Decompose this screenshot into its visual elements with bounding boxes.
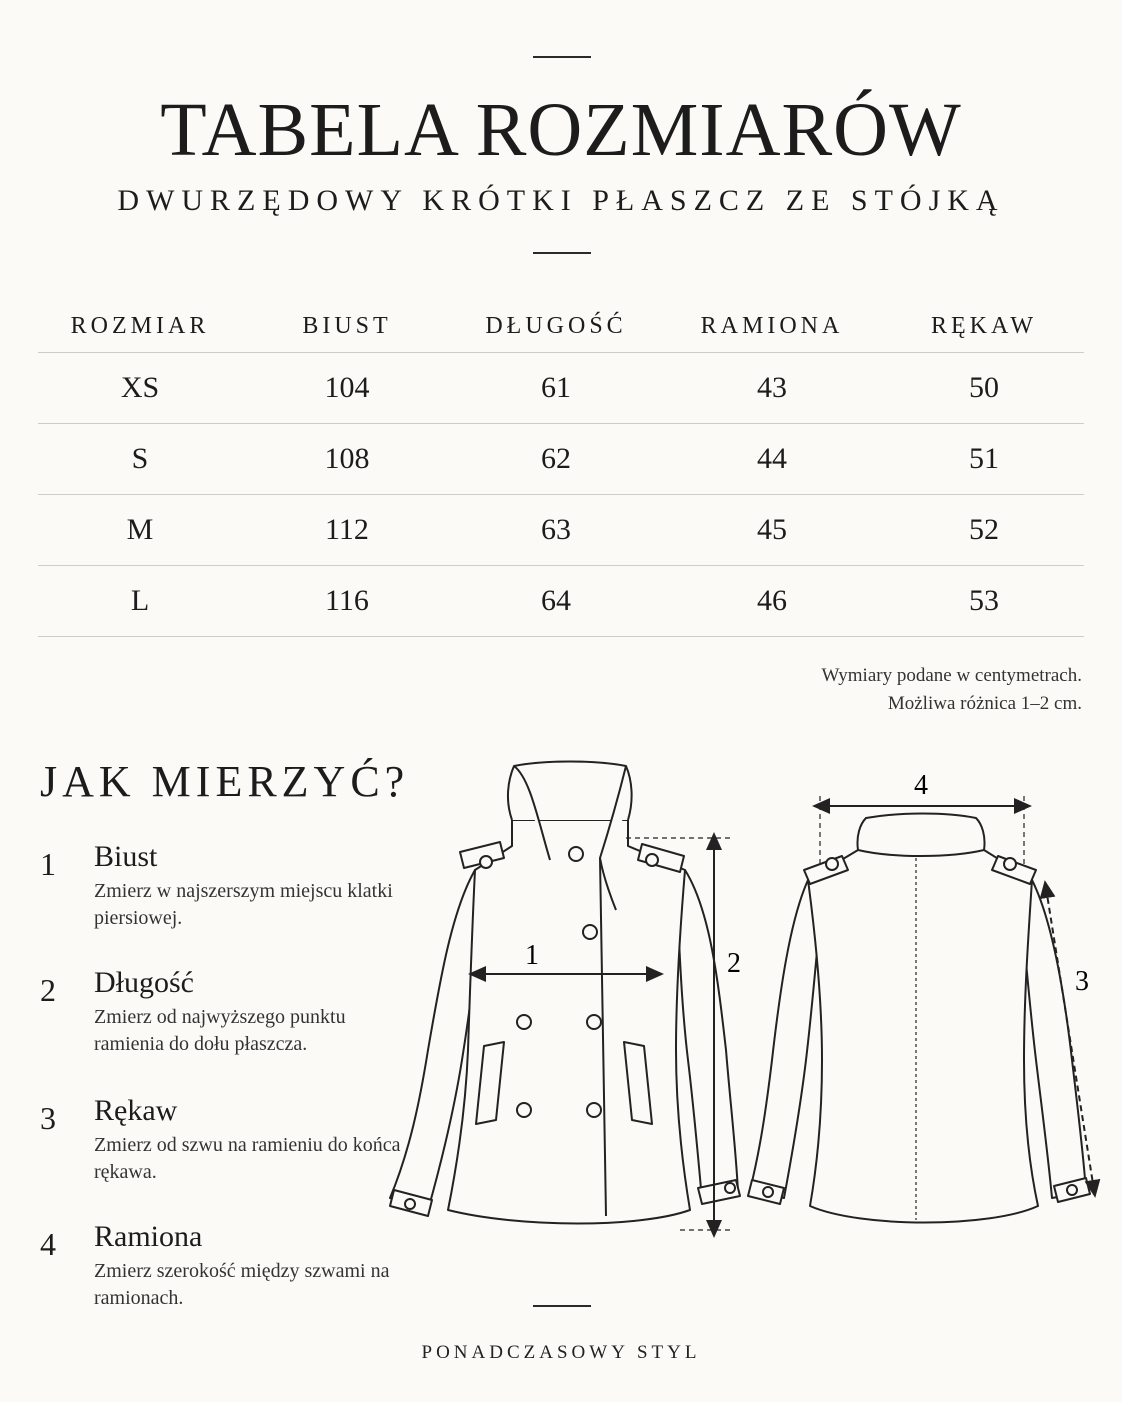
table-cell: L <box>38 566 242 637</box>
step-description: Zmierz szerokość między szwami na ramionach. <box>94 1260 390 1309</box>
table-row <box>38 495 1084 566</box>
table-cell: 63 <box>452 495 660 566</box>
table-cell: 116 <box>242 566 452 637</box>
table-cell: 51 <box>884 424 1084 495</box>
note-line: Możliwa różnica 1–2 cm. <box>887 693 1082 714</box>
table-header-row <box>38 300 1084 353</box>
back-coat-illustration <box>748 814 1090 1223</box>
measure-label-length: 2 <box>727 948 741 979</box>
table-cell: 43 <box>660 353 884 424</box>
step-description: Zmierz od najwyższego punktu ramienia do dołu płaszcza. <box>94 1006 346 1055</box>
page-title: TABELA ROZMIARÓW <box>160 88 962 172</box>
table-cell: 44 <box>660 424 884 495</box>
size-table <box>38 300 1084 637</box>
step-description: Zmierz w najszerszym miejscu klatki piersiowej. <box>94 880 393 929</box>
measure-label-shoulders: 4 <box>914 770 928 801</box>
brand-footer: PONADCZASOWY STYL <box>421 1342 701 1363</box>
column-header: RĘKAW <box>884 300 1084 353</box>
measure-label-sleeve: 3 <box>1075 966 1089 997</box>
table-cell: 45 <box>660 495 884 566</box>
table-cell: 64 <box>452 566 660 637</box>
table-cell: 61 <box>452 353 660 424</box>
top-rule <box>533 56 591 58</box>
table-cell: XS <box>38 353 242 424</box>
table-cell: 52 <box>884 495 1084 566</box>
column-header: DŁUGOŚĆ <box>452 300 660 353</box>
table-cell: S <box>38 424 242 495</box>
step-number: 2 <box>40 972 56 1008</box>
table-cell: 112 <box>242 495 452 566</box>
title-rule <box>533 252 591 254</box>
table-cell: M <box>38 495 242 566</box>
measure-label-bust: 1 <box>525 940 539 971</box>
coat-measurement-diagram <box>380 760 1122 1240</box>
note-line: Wymiary podane w centymetrach. <box>821 665 1082 686</box>
table-cell: 46 <box>660 566 884 637</box>
column-header: BIUST <box>242 300 452 353</box>
step-description: Zmierz od szwu na ramieniu do końca rękawa. <box>94 1134 401 1183</box>
front-coat-illustration <box>390 762 740 1224</box>
table-row <box>38 353 1084 424</box>
how-to-heading: JAK MIERZYĆ? <box>40 757 410 806</box>
step-number: 1 <box>40 846 56 882</box>
measurement-note <box>821 662 1082 718</box>
step-title: Rękaw <box>94 1094 178 1127</box>
table-row <box>38 566 1084 637</box>
table-cell: 108 <box>242 424 452 495</box>
table-cell: 62 <box>452 424 660 495</box>
step-title: Biust <box>94 840 158 873</box>
table-row <box>38 424 1084 495</box>
table-cell: 53 <box>884 566 1084 637</box>
table-cell: 104 <box>242 353 452 424</box>
step-title: Ramiona <box>94 1220 203 1253</box>
step-number: 3 <box>40 1100 56 1136</box>
step-title: Długość <box>94 966 194 999</box>
page-subtitle: DWURZĘDOWY KRÓTKI PŁASZCZ ZE STÓJKĄ <box>117 184 1005 217</box>
column-header: ROZMIAR <box>38 300 242 353</box>
step-number: 4 <box>40 1226 56 1262</box>
column-header: RAMIONA <box>660 300 884 353</box>
footer-rule <box>533 1305 591 1307</box>
table-cell: 50 <box>884 353 1084 424</box>
